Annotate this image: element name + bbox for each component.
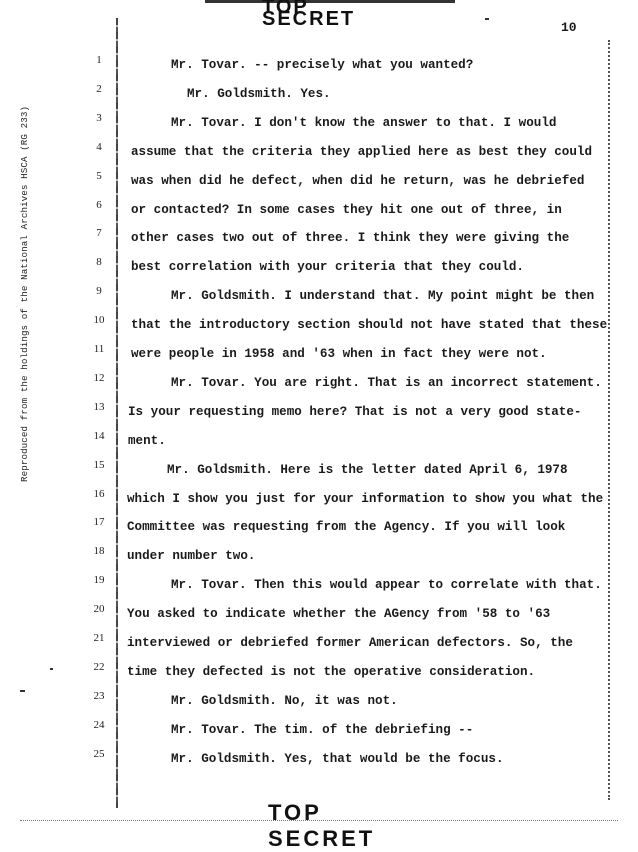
page-number: 10 xyxy=(561,20,577,35)
line-number: 5 xyxy=(96,170,102,182)
line-number: 8 xyxy=(96,256,102,268)
transcript-line: Mr. Goldsmith. No, it was not. xyxy=(171,694,398,708)
transcript-line: Mr. Goldsmith. I understand that. My point might be then xyxy=(171,289,595,303)
line-number: 14 xyxy=(93,430,105,442)
line-number: 23 xyxy=(93,690,105,702)
transcript-line: Committee was requesting from the Agency. If you will look xyxy=(127,520,566,534)
transcript-line: Mr. Tovar. I don't know the answer to that. I would xyxy=(171,116,557,130)
bottom-classification-footer: TOP SECRET xyxy=(268,800,376,851)
line-number: 2 xyxy=(96,83,102,95)
transcript-line: Mr. Tovar. -- precisely what you wanted? xyxy=(171,58,474,72)
scan-speck xyxy=(20,690,25,692)
transcript-line: assume that the criteria they applied here as best they could xyxy=(131,145,593,159)
transcript-line: time they defected is not the operative consideration. xyxy=(127,665,536,679)
line-number: 25 xyxy=(93,748,105,760)
line-number: 3 xyxy=(96,112,102,124)
line-number: 6 xyxy=(96,199,102,211)
transcript-line: Mr. Goldsmith. Yes. xyxy=(187,87,331,101)
archive-margin-note-text: Reproduced from the holdings of the National Archives HSCA (RG 233) xyxy=(19,105,30,482)
right-margin-rule xyxy=(608,40,611,800)
bottom-edge-rule xyxy=(20,820,618,822)
transcript-line: Mr. Tovar. You are right. That is an incorrect statement. xyxy=(171,376,602,390)
line-number: 1 xyxy=(96,54,102,66)
transcript-line: which I show you just for your information to show you what the xyxy=(127,492,604,506)
transcript-line: under number two. xyxy=(127,549,256,563)
line-number: 17 xyxy=(93,516,105,528)
left-margin-rule xyxy=(116,18,118,808)
line-number: 19 xyxy=(93,574,105,586)
transcript-line: Mr. Goldsmith. Yes, that would be the focus. xyxy=(171,752,504,766)
archive-margin-note xyxy=(19,72,37,482)
line-number: 18 xyxy=(93,545,105,557)
scan-speck xyxy=(50,668,53,670)
line-number: 11 xyxy=(93,343,105,355)
transcript-line: or contacted? In some cases they hit one out of three, in xyxy=(131,203,562,217)
transcript-line: You asked to indicate whether the AGency from '58 to '63 xyxy=(127,607,551,621)
transcript-line: Mr. Tovar. The tim. of the debriefing -- xyxy=(171,723,474,737)
transcript-line: best correlation with your criteria that they could. xyxy=(131,260,524,274)
transcript-line: Is your requesting memo here? That is not a very good state- xyxy=(128,405,582,419)
line-number: 21 xyxy=(93,632,105,644)
transcript-line: that the introductory section should not have stated that these xyxy=(131,318,608,332)
transcript-line: was when did he defect, when did he return, was he debriefed xyxy=(131,174,585,188)
line-number: 10 xyxy=(93,314,105,326)
transcript-line: other cases two out of three. I think they were giving the xyxy=(131,231,570,245)
line-number: 16 xyxy=(93,488,105,500)
line-number: 20 xyxy=(93,603,105,615)
line-number: 9 xyxy=(96,285,102,297)
line-number: 12 xyxy=(93,372,105,384)
line-number: 24 xyxy=(93,719,105,731)
line-number: 15 xyxy=(93,459,105,471)
transcript-line: were people in 1958 and '63 when in fact they were not. xyxy=(131,347,547,361)
line-number: 13 xyxy=(93,401,105,413)
transcript-line: interviewed or debriefed former American defectors. So, the xyxy=(127,636,573,650)
transcript-line: Mr. Tovar. Then this would appear to correlate with that. xyxy=(171,578,602,592)
line-number: 7 xyxy=(96,227,102,239)
transcript-line: Mr. Goldsmith. Here is the letter dated April 6, 1978 xyxy=(167,463,568,477)
transcript-line: ment. xyxy=(128,434,166,448)
line-number: 22 xyxy=(93,661,105,673)
scan-speck xyxy=(485,18,489,20)
top-classification-header: TOP SECRET xyxy=(262,0,356,30)
line-number: 4 xyxy=(96,141,102,153)
